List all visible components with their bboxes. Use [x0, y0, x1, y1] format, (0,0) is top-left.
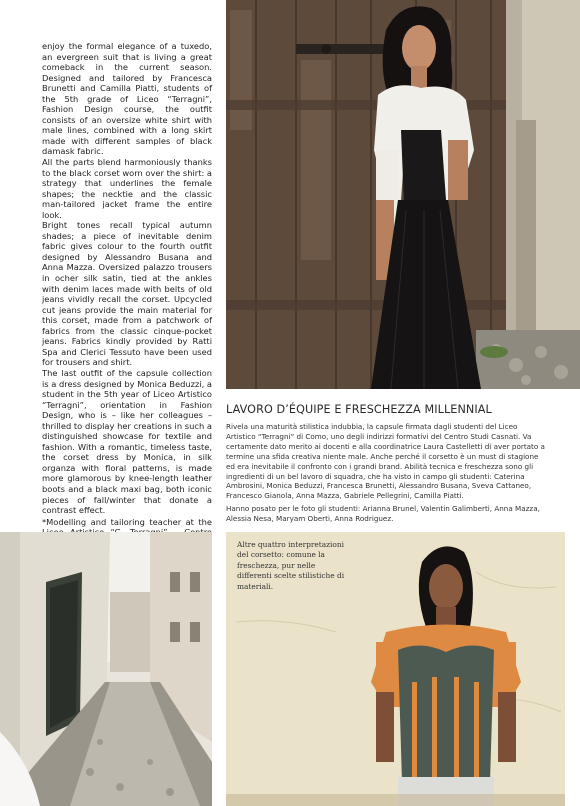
body-paragraph: The last outfit of the capsule collection is a dress designed by Monica Beduzzi, a student in the 5th year of Liceo Artistico “Terragni”, orientation in Fashion Design, who is – like her colleagues – thrilled to display her creations in such a distinguished showcase for textile and fashion. With a romantic, timeless taste, the corset dress by Monica, in silk organza with floral patterns, is made more glamorous by knee-length leather boots and a black maxi bag, both iconic pieces of fall/winter that donate a contrast effect.: [42, 367, 212, 516]
article-paragraph: Hanno posato per le foto gli studenti: Arianna Brunel, Valentin Galimberti, Anna Mazza, Alessia Nesa, Maryam Oberti, Anna Rodriguez.: [226, 504, 540, 524]
photo-model-wooden-door: [226, 0, 580, 389]
body-paragraph: enjoy the formal elegance of a tuxedo, an evergreen suit that is living a great comeback in the current season. Designed and tailored by Francesca Brunetti and Camilla Piatti, students of the 5th grade of Liceo “Terragni”, Fashion Design course, the outfit consists of an oversize white shirt with male lines, combined with a long skirt made with different samples of black damask fabric.: [42, 41, 212, 157]
left-text-column: [42, 41, 212, 577]
article-body: [226, 422, 548, 527]
article-title: LAVORO D’ÉQUIPE E FRESCHEZZA MILLENNIAL: [226, 403, 492, 416]
body-paragraph: All the parts blend harmoniously thanks to the black corset worn over the shirt: a strategy that underlines the female shapes; the necktie and the classic man-tailored jacket frame the entire look.: [42, 157, 212, 220]
photo-street-scene-image: [0, 532, 212, 806]
body-paragraph: Bright tones recall typical autumn shades; a piece of inevitable denim fabric gives colour to the fourth outfit designed by Alessandro Busana and Anna Mazza. Oversized palazzo trousers in ocher silk satin, tied at the ankles with denim laces made with belts of old jeans vividly recall the corset. Upcycled cut jeans provide the main material for this corset, made from a patchwork of fabrics from the classic cinque-pocket jeans. Fabrics kindly provided by Ratti Spa and Clerici Tessuto have been used for trousers and shirt.: [42, 220, 212, 368]
footnote: *Modelling and tailoring teacher at the: [42, 516, 212, 527]
photo-model-wooden-door-image: [226, 0, 580, 389]
photo-street-scene: [0, 532, 212, 806]
photo-caption: Altre quattro interpretazioni del corsetto: comune la freschezza, pur nelle differenti scelte stilistiche di materiali.: [237, 540, 345, 591]
article-paragraph: Rivela una maturità stilistica indubbia, la capsule firmata dagli studenti del Liceo Artistico “Terragni” di Como, uno degli indirizzi formativi del Centro Studi Casnati. Va certamente dato merito ai docenti e alla coordinatrice Laura Castelletti di aver portato a termine una sfida creativa niente male. Anche perché il corsetto è un must di stagione ed era inevitabile il confronto con i grandi brand. Abilità tecnica e freschezza sono gli ingredienti di un bel lavoro di squadra, che ha visto in campo gli studenti: Caterina Ambrosini, Monica Beduzzi, Francesca Brunetti, Alessandro Busana, Sveva Cattaneo, Francesco Gianola, Anna Mazza, Gabriele Pellegrini, Camilla Piatti.: [226, 422, 545, 501]
